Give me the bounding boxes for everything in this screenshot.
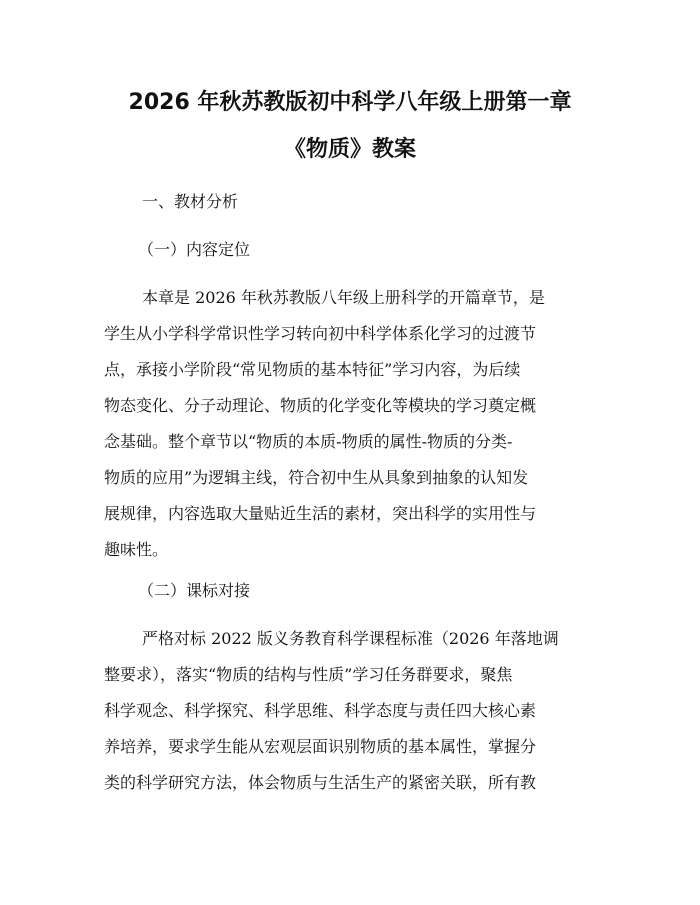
paragraph-line: 本章是 2026 年秋苏教版八年级上册科学的开篇章节，是 xyxy=(142,288,545,307)
paragraph-line: 物质的应用”为逻辑主线，符合初中生从具象到抽象的认知发 xyxy=(104,468,529,487)
document-title-line-1: 2026 年秋苏教版初中科学八年级上册第一章 xyxy=(128,90,572,115)
paragraph-line: 展规律，内容选取大量贴近生活的素材，突出科学的实用性与 xyxy=(104,504,537,523)
paragraph-line: 类的科学研究方法，体会物质与生活生产的紧密关联，所有教 xyxy=(104,773,537,792)
paragraph-line: 念基础。整个章节以“物质的本质-物质的属性-物质的分类- xyxy=(104,432,513,451)
paragraph-line: 养培养，要求学生能从宏观层面识别物质的基本属性，掌握分 xyxy=(104,737,537,756)
subsection-heading-curriculum-alignment: （二）课标对接 xyxy=(138,581,251,600)
paragraph-line: 科学观念、科学探究、科学思维、科学态度与责任四大核心素 xyxy=(104,701,537,720)
subsection-heading-content-positioning: （一）内容定位 xyxy=(138,240,251,259)
paragraph-line: 趣味性。 xyxy=(104,540,169,559)
paragraph-line: 严格对标 2022 版义务教育科学课程标准（2026 年落地调 xyxy=(142,629,559,648)
section-heading: 一、教材分析 xyxy=(142,192,239,211)
paragraph-line: 学生从小学科学常识性学习转向初中科学体系化学习的过渡节 xyxy=(104,324,537,343)
paragraph-line: 点，承接小学阶段“常见物质的基本特征”学习内容，为后续 xyxy=(104,360,521,379)
document-title-line-2: 《物质》教案 xyxy=(283,137,416,162)
paragraph-line: 整要求），落实“物质的结构与性质”学习任务群要求，聚焦 xyxy=(104,665,513,684)
paragraph-line: 物态变化、分子动理论、物质的化学变化等模块的学习奠定概 xyxy=(104,396,537,415)
